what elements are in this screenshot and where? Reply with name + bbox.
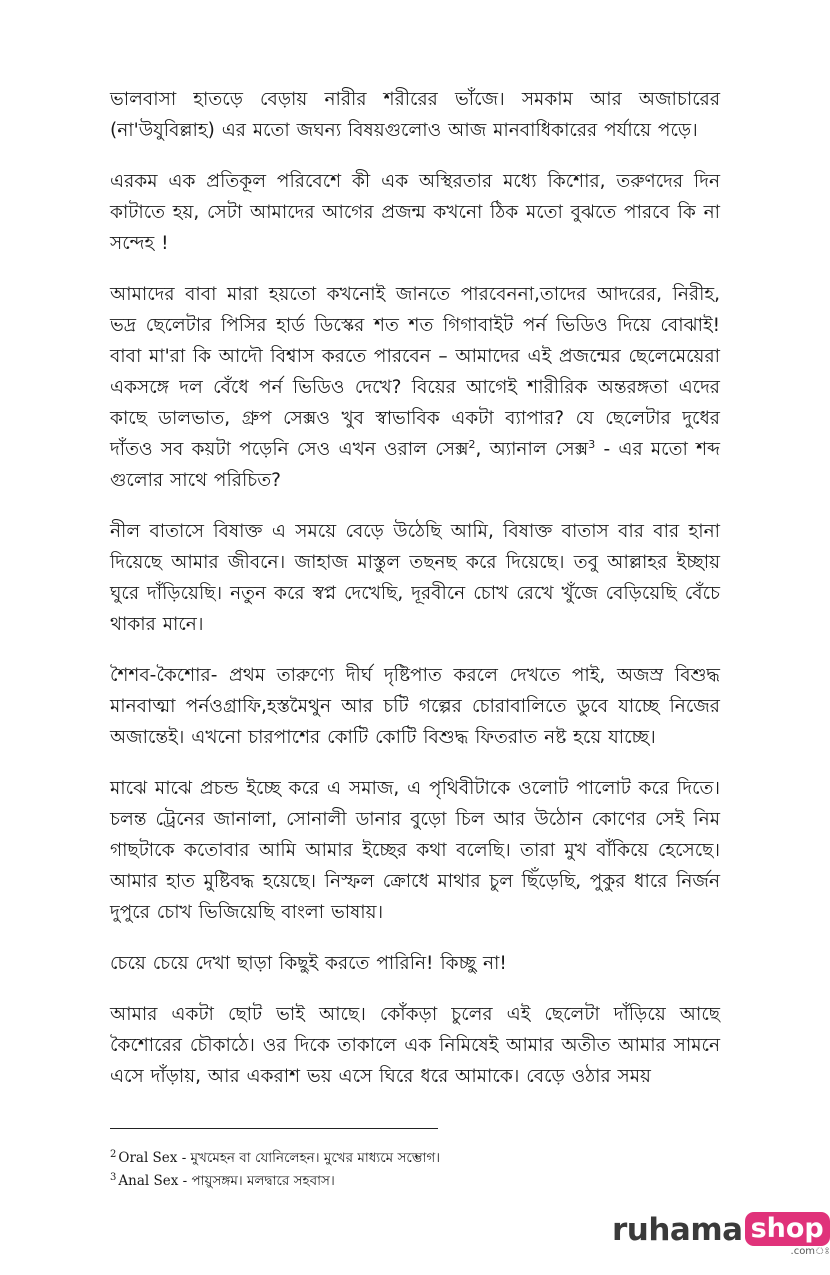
footnote-ref-2[interactable]: 2 bbox=[468, 437, 476, 451]
footnotes bbox=[110, 1147, 710, 1193]
paragraph-2: এরকম এক প্রতিকূল পরিবেশে কী এক অস্থিরতার মধ্যে কিশোর, তরুণদের দিন কাটাতে হয়, সেটা আমাদের আগের প্রজন্ম কখনো ঠিক মতো বুঝতে পারবে কি না সন্দেহ ! bbox=[110, 171, 720, 254]
paragraph-3 bbox=[110, 279, 720, 496]
footnote-ref-3[interactable]: 3 bbox=[588, 437, 596, 451]
paragraph-7: চেয়ে চেয়ে দেখা ছাড়া কিছুই করতে পারিনি! কিচ্ছু না! bbox=[110, 953, 507, 974]
footnote-number: 3 bbox=[110, 1171, 117, 1183]
page-body bbox=[110, 84, 720, 1112]
paragraph-4: নীল বাতাসে বিষাক্ত এ সময়ে বেড়ে উঠেছি আমি, বিষাক্ত বাতাস বার বার হানা দিয়েছে আমার জীবনে। জাহাজ মাস্তুল তছনছ করে দিয়েছে। তবু আল্লাহর ইচ্ছায় ঘুরে দাঁড়িয়েছি। নতুন করে স্বপ্ন দেখেছি, দূরবীনে চোখ রেখে খুঁজে বেড়িয়েছি বেঁচে থাকার মানে। bbox=[110, 521, 720, 635]
paragraph-5: শৈশব-কৈশোর- প্রথম তারুণ্যে দীর্ঘ দৃষ্টিপাত করলে দেখতে পাই, অজস্র বিশুদ্ধ মানবাত্মা পর্নওগ্রাফি,হস্তমৈথুন আর চটি গল্পের চোরাবালিতে ডুবে যাচ্ছে নিজের অজান্তেই। এখনো চারপাশের কোটি কোটি বিশুদ্ধ ফিতরাত নষ্ট হয়ে যাচ্ছে। bbox=[110, 665, 720, 748]
footnote-number: 2 bbox=[110, 1148, 117, 1160]
footnote-text: Oral Sex - মুখমেহন বা যোনিলেহন। মুখের মাধ্যমে সম্ভোগ। bbox=[118, 1150, 441, 1166]
ruhamashop-logo bbox=[612, 1212, 830, 1260]
logo-shop-group bbox=[743, 1212, 830, 1258]
paragraph-6: মাঝে মাঝে প্রচন্ড ইচ্ছে করে এ সমাজ, এ পৃথিবীটাকে ওলোট পালোট করে দিতে। চলন্ত ট্রেনের জানালা, সোনালী ডানার বুড়ো চিল আর উঠোন কোণের সেই নিম গাছটাকে কতোবার আমি আমার ইচ্ছের কথা বলেছি। তারা মুখ বাঁকিয়ে হেসেছে। আমার হাত মুষ্টিবদ্ধ হয়েছে। নিস্ফল ক্রোধে মাথার চুল ছিঁড়েছি, পুকুর ধারে নির্জন দুপুরে চোখ ভিজিয়েছি বাংলা ভাষায়। bbox=[110, 778, 720, 923]
logo-domain: .comঃ bbox=[790, 1246, 830, 1257]
logo-word-ruhama: ruhama bbox=[612, 1212, 743, 1248]
logo-word-shop: shop bbox=[745, 1212, 830, 1246]
footnote-2 bbox=[110, 1147, 710, 1170]
paragraph-3-text-a: আমাদের বাবা মারা হয়তো কখনোই জানতে পারবেননা,তাদের আদরের, নিরীহ, ভদ্র ছেলেটার পিসির হার্ড ডিস্কের শত শত গিগাবাইট পর্ন ভিডিও দিয়ে বোঝাই! বাবা মা'রা কি আদৌ বিশ্বাস করতে পারবেন – আমাদের এই প্রজন্মের ছেলেমেয়েরা একসঙ্গে দল বেঁধে পর্ন ভিডিও দেখে? বিয়ের আগেই শারীরিক অন্তরঙ্গতা এদের কাছে ডালভাত, গ্রুপ সেক্সও খুব স্বাভাবিক একটা ব্যাপার? যে ছেলেটার দুধের দাঁতও সব কয়টা পড়েনি সেও এখন ওরাল সেক্স bbox=[110, 284, 720, 460]
paragraph-3-text-c: - এর মতো শব্দ গুলোর সাথে পরিচিত? bbox=[110, 439, 721, 491]
footnote-divider bbox=[110, 1128, 438, 1129]
footnote-3 bbox=[110, 1170, 710, 1193]
paragraph-1: ভালবাসা হাতড়ে বেড়ায় নারীর শরীরের ভাঁজে। সমকাম আর অজাচারের (না'উযুবিল্লাহ) এর মতো জঘন্য বিষয়গুলোও আজ মানবাধিকারের পর্যায়ে পড়ে। bbox=[110, 89, 720, 141]
paragraph-3-text-b: , অ্যানাল সেক্স bbox=[475, 439, 589, 460]
footnote-text: Anal Sex - পায়ুসঙ্গম। মলদ্বারে সহবাস। bbox=[118, 1173, 335, 1189]
paragraph-8: আমার একটা ছোট ভাই আছে। কোঁকড়া চুলের এই ছেলেটা দাঁড়িয়ে আছে কৈশোরের চৌকাঠে। ওর দিকে তাকালে এক নিমিষেই আমার অতীত আমার সামনে এসে দাঁড়ায়, আর একরাশ ভয় এসে ঘিরে ধরে আমাকে। বেড়ে ওঠার সময় bbox=[110, 1004, 720, 1087]
